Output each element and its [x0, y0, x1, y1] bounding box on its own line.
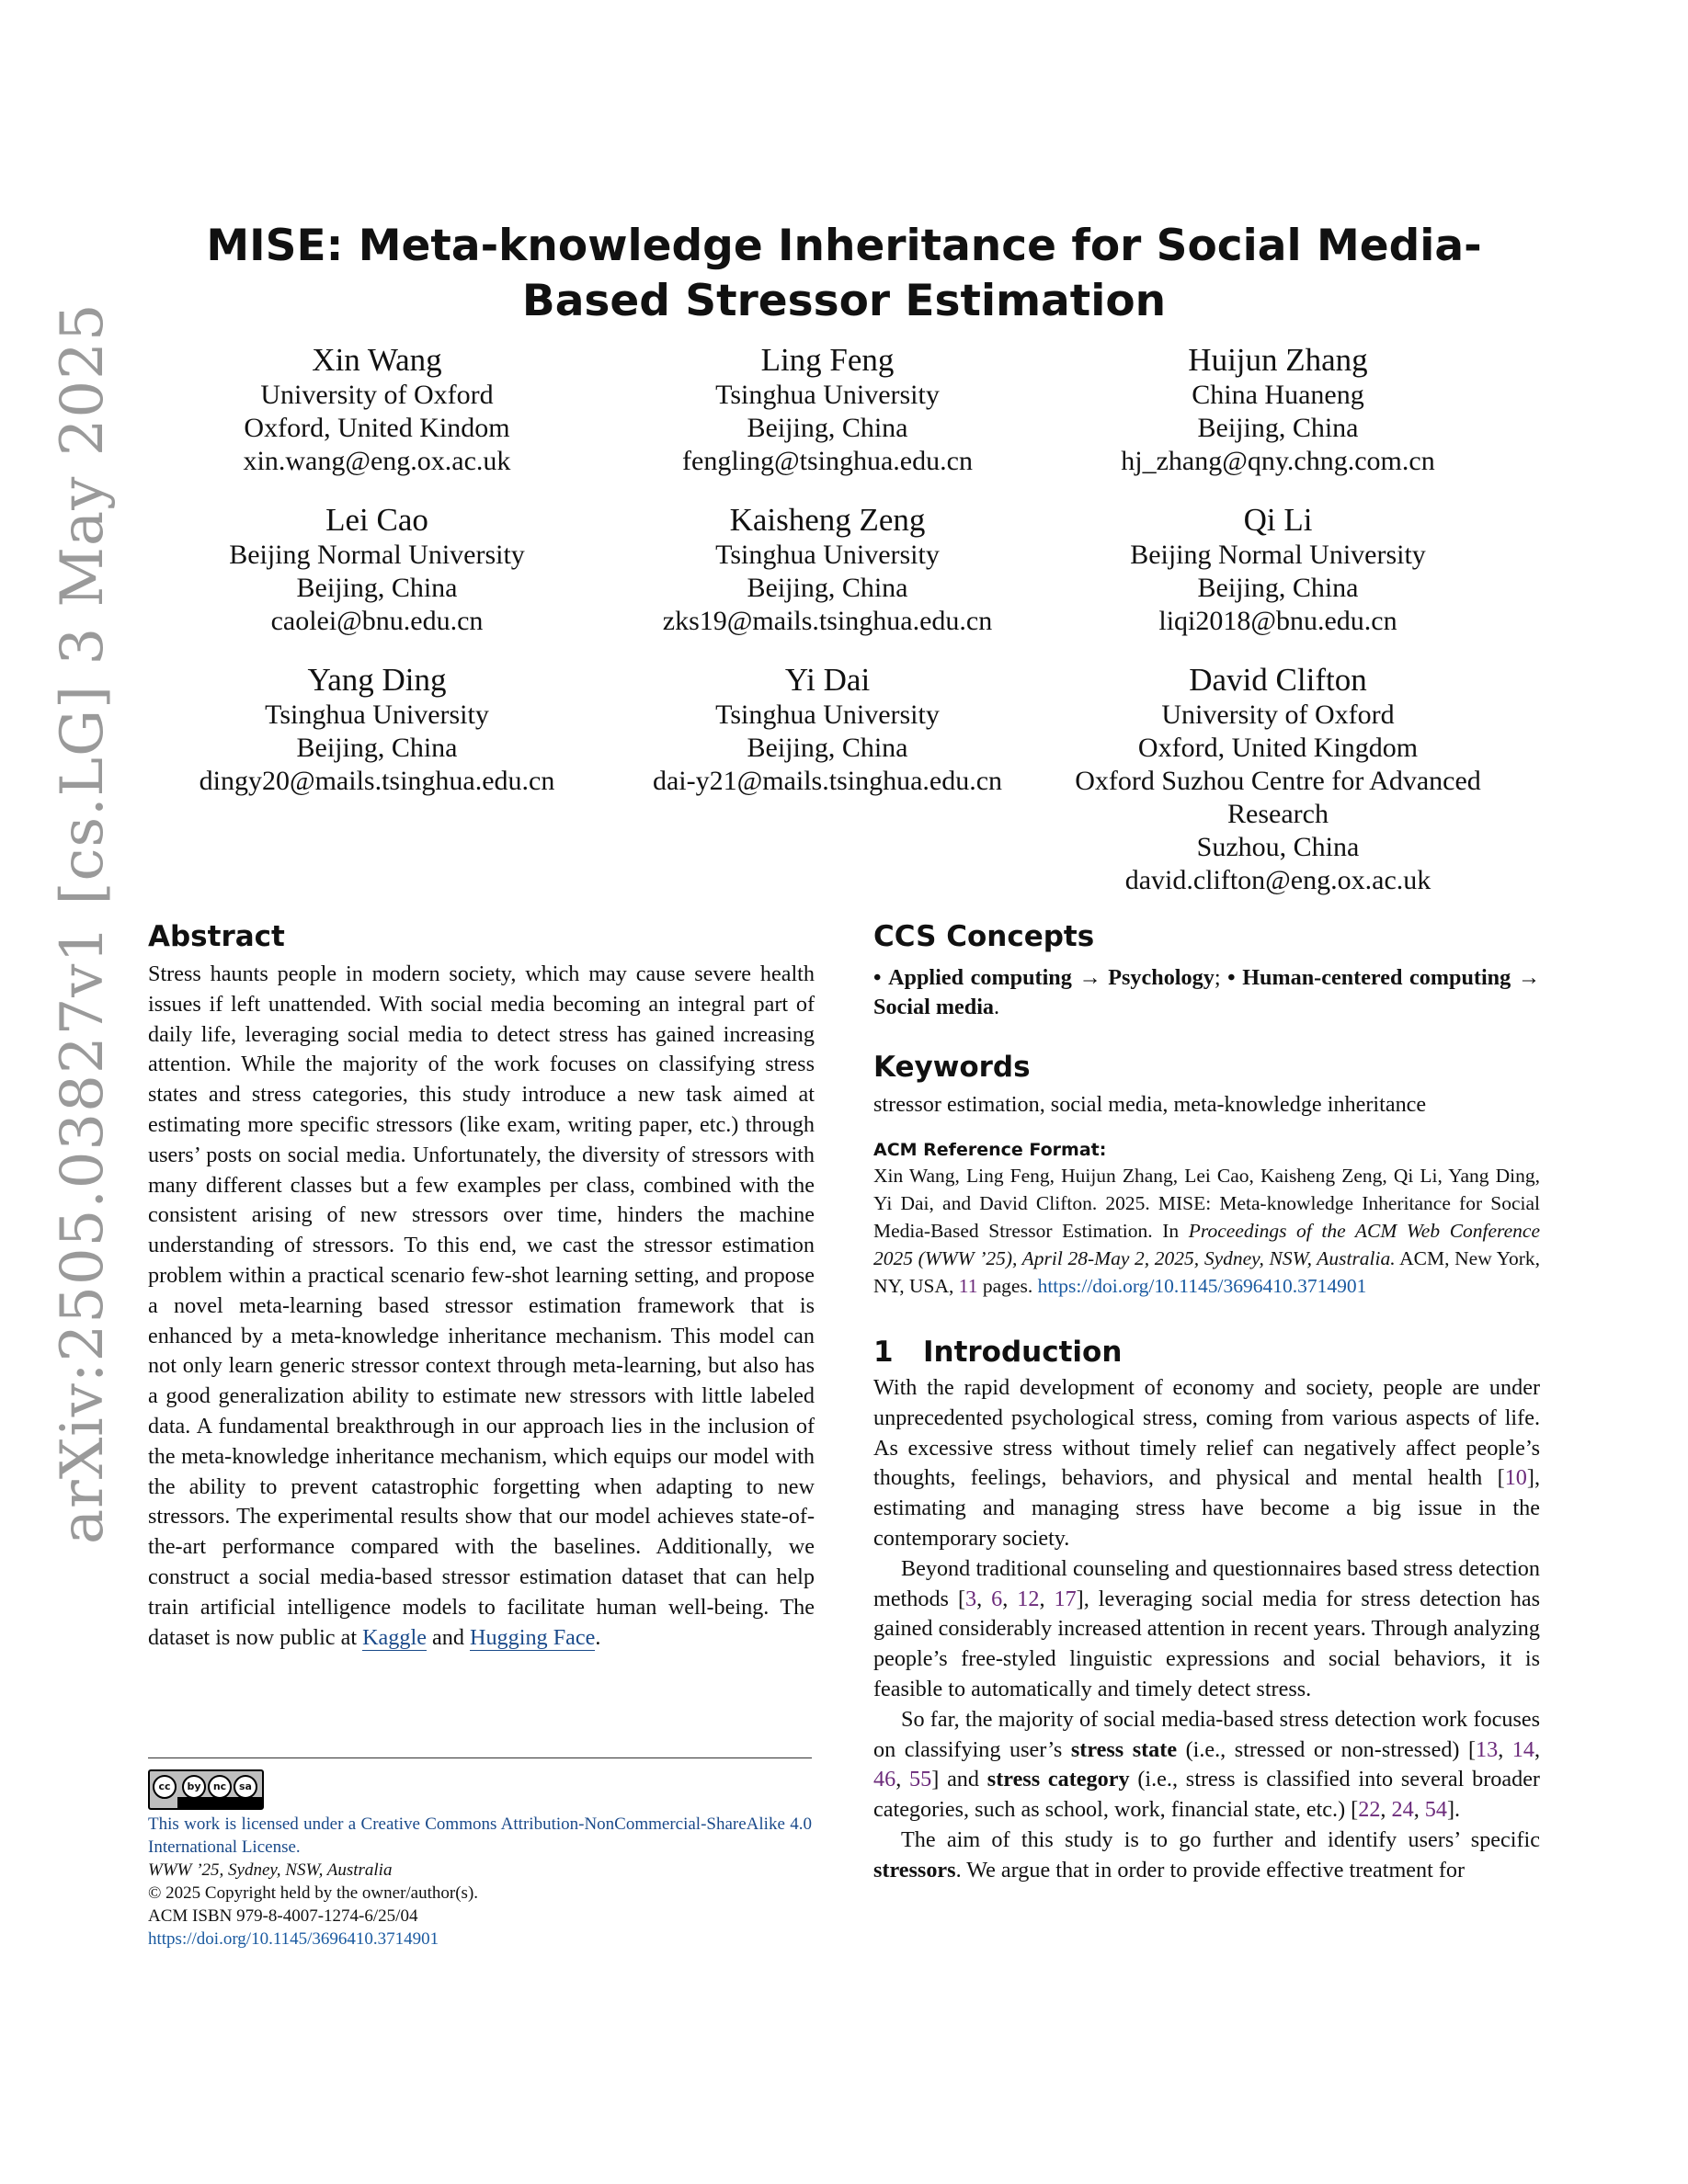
author-name: Yi Dai [784, 662, 871, 698]
author-card [598, 502, 1057, 638]
footnote-divider [148, 1757, 812, 1758]
license-notice-link[interactable]: This work is licensed under a Creative Commons Attribution-NonCommercial-ShareAlike 4.0 International License. [148, 1814, 812, 1857]
intro-text: ] and [931, 1767, 979, 1792]
abstract-end: . [595, 1624, 601, 1650]
author-email: dingy20@mails.tsinghua.edu.cn [199, 766, 555, 796]
author-name: Kaisheng Zeng [729, 502, 926, 538]
venue-line: WWW ’25, Sydney, NSW, Australia [148, 1860, 393, 1880]
citation-link[interactable]: 3 [965, 1586, 977, 1611]
author-location: Beijing, China [747, 573, 908, 603]
pages-link[interactable]: 11 [958, 1275, 978, 1297]
keywords-text: stressor estimation, social media, meta-knowledge inheritance [873, 1092, 1427, 1117]
citation-link[interactable]: 46 [873, 1767, 896, 1792]
author-affiliation: Tsinghua University [265, 700, 489, 730]
intro-text: The aim of this study is to go further and identify users’ specific [901, 1826, 1540, 1852]
author-card [147, 502, 607, 638]
abstract-heading: Abstract [148, 920, 285, 953]
author-affiliation: China Huaneng [1192, 380, 1364, 410]
cc-badge-label-bar [177, 1797, 262, 1808]
ccs-bullet: • [873, 965, 882, 990]
ccs-arrow: → [1078, 965, 1101, 990]
intro-paragraph-1 [873, 1373, 1540, 1554]
author-card [1048, 662, 1508, 897]
ccs-concept: Applied computing [888, 965, 1072, 990]
section-title: Introduction [922, 1336, 1123, 1369]
intro-text: Beyond traditional counseling and questionnaires based stress detection methods [ [873, 1555, 1540, 1611]
isbn-line: ACM ISBN 979-8-4007-1274-6/25/04 [148, 1906, 418, 1926]
section-number: 1 [873, 1336, 894, 1369]
author-email: zks19@mails.tsinghua.edu.cn [662, 606, 993, 636]
intro-paragraph-3: So far, the majority of social media-based stress detection work focuses on classifying user’s stress state (i.e., stressed or non-stressed) [13, 14, 46, 55] and stress category (i.e., stress is classified into several broader categories, such as school, work, financial state, etc.) [22, 24, 54]. [873, 1706, 1541, 1823]
citation-link[interactable]: 13 [1476, 1736, 1499, 1762]
cc-icon: cc [153, 1775, 177, 1799]
acm-reference-pages: pages. [982, 1275, 1033, 1297]
author-card [147, 342, 607, 478]
author-affiliation: University of Oxford [260, 380, 494, 410]
citation-link[interactable]: 54 [1424, 1797, 1447, 1823]
ccs-concept: Human-centered computing [1242, 965, 1511, 990]
ccs-concept: Social media [873, 995, 995, 1019]
ccs-end: . [994, 995, 1000, 1019]
author-card [147, 662, 607, 798]
author-affiliation: Tsinghua University [715, 540, 940, 570]
ccs-arrow: → [1517, 965, 1540, 990]
acm-reference-proceedings: Proceedings of the ACM Web Conference 2025 (WWW ’25), April 28-May 2, 2025, Sydney, NSW, Australia. [873, 1220, 1540, 1269]
acm-reference-doi-link[interactable]: https://doi.org/10.1145/3696410.3714901 [1037, 1275, 1367, 1297]
nc-icon: nc [208, 1775, 232, 1799]
author-location: Beijing, China [1197, 413, 1359, 443]
arxiv-sidebar-stamp: arXiv:2505.03827v1 [cs.LG] 3 May 2025 [49, 302, 117, 1544]
ccs-concepts [873, 963, 1540, 1022]
citation-link[interactable]: 17 [1054, 1586, 1077, 1611]
sa-icon: sa [234, 1775, 257, 1799]
author-location: Beijing, China [1197, 573, 1359, 603]
ccs-separator: ; [1214, 965, 1221, 990]
author-name: Ling Feng [760, 342, 895, 378]
emphasis-term: stress category [987, 1767, 1130, 1792]
author-email: dai-y21@mails.tsinghua.edu.cn [652, 766, 1003, 796]
abstract-body: Stress haunts people in modern society, which may cause severe health issues if left unattended. With social media becoming an integral part of daily life, leveraging social media to detect stress has gained increasing attention. While the majority of the work focuses on classifying stress states and stress categories, this study introduce a new task aimed at estimating more specific stressors (like exam, writing paper, etc.) through users’ posts on social media. Unfortunately, the diversity of stressors with many different classes but a few examples per class, combined with the consistent arising of new stressors over time, hinders the machine understanding of stressors. To this end, we cast the stressor estimation problem within a practical scenario few-shot learning setting, and propose a novel meta-learning based stressor estimation framework that is enhanced by a meta-knowledge inheritance mechanism. This model can not only learn generic stressor context through meta-learning, but also has a good generalization ability to estimate new stressors with little labeled data. A fundamental breakthrough in our approach lies in the inclusion of the meta-knowledge inheritance mechanism, which equips our model with the ability to prevent catastrophic forgetting when adapting to new stressors. The experimental results show that our model achieves state-of-the-art performance compared with the baselines. Additionally, we construct a social media-based stressor estimation dataset that can help train artificial intelligence models to facilitate human well-being. The dataset is now public at [148, 961, 815, 1650]
acm-reference-heading: ACM Reference Format: [873, 1140, 1107, 1160]
citation-link[interactable]: 6 [991, 1586, 1003, 1611]
hugging-face-link[interactable]: Hugging Face [469, 1624, 596, 1650]
author-location: Beijing, China [747, 413, 908, 443]
intro-paragraph-4 [873, 1826, 1540, 1886]
intro-text: (i.e., stress is classified into several broader categories, such as school, work, financial state, etc.) [ [873, 1767, 1540, 1823]
left-column [148, 919, 815, 1653]
acm-reference-text [873, 1162, 1540, 1300]
keywords-heading: Keywords [873, 1051, 1031, 1084]
abstract-text [148, 960, 815, 1653]
emphasis-term: stressors [873, 1857, 956, 1883]
author-email: caolei@bnu.edu.cn [270, 606, 484, 636]
author-name: Lei Cao [325, 502, 428, 538]
copyright-line: © 2025 Copyright held by the owner/author(s). [148, 1883, 479, 1903]
author-name: Yang Ding [307, 662, 447, 698]
author-email: hj_zhang@qny.chng.com.cn [1121, 446, 1435, 476]
author-location: Beijing, China [296, 573, 458, 603]
emphasis-term: stress state [1070, 1736, 1178, 1762]
right-column [873, 919, 1540, 1886]
creative-commons-badge-icon[interactable] [148, 1769, 264, 1810]
citation-link[interactable]: 14 [1511, 1736, 1534, 1762]
author-card [598, 342, 1057, 478]
author-affiliation: Tsinghua University [715, 380, 940, 410]
acm-reference-publisher: ACM, New York, NY, USA, [873, 1247, 1540, 1297]
author-email: xin.wang@eng.ox.ac.uk [243, 446, 511, 476]
by-icon: by [182, 1775, 206, 1799]
author-affiliation: Beijing Normal University [1130, 540, 1426, 570]
intro-paragraph-2: Beyond traditional counseling and questionnaires based stress detection methods [3, 6, 12, 17], leveraging social media for stress detection has gained considerably increased attention in recent years. Through analyzing people’s free-styled linguistic expressions and social behaviors, it is feasible to automatically and timely detect stress. [873, 1555, 1541, 1701]
author-location: Beijing, China [747, 733, 908, 763]
intro-text: So far, the majority of social media-based stress detection work focuses on classifying user’s [873, 1706, 1540, 1762]
introduction-body [873, 1373, 1540, 1886]
author-name: Qi Li [1243, 502, 1313, 538]
ccs-heading: CCS Concepts [873, 920, 1095, 953]
author-name: Huijun Zhang [1188, 342, 1368, 378]
acm-reference-authors: Xin Wang, Ling Feng, Huijun Zhang, Lei Cao, Kaisheng Zeng, Qi Li, Yang Ding, Yi Dai, and David Clifton. 2025. MISE: Meta-knowledge Inheritance for Social Media-Based Stressor Estimation. In [873, 1165, 1540, 1242]
author-card [598, 662, 1057, 798]
kaggle-link[interactable]: Kaggle [362, 1624, 427, 1650]
author-location: Beijing, China [296, 733, 458, 763]
ccs-bullet: • [1227, 965, 1236, 990]
author-location: Oxford, United Kindom [244, 413, 510, 443]
abstract-conjunction: and [432, 1624, 464, 1650]
intro-text: ], estimating and managing stress have become a big issue in the contemporary society. [873, 1465, 1540, 1551]
citation-link[interactable]: 24 [1391, 1797, 1414, 1823]
author-location: Oxford, United Kingdom [1137, 733, 1419, 763]
paper-title: MISE: Meta-knowledge Inheritance for Social Media-Based Stressor Estimation [206, 221, 1482, 326]
intro-text: (i.e., stressed or non-stressed) [ [1185, 1736, 1477, 1762]
citation-link[interactable]: 12 [1017, 1586, 1040, 1611]
intro-text: ]. [1446, 1797, 1461, 1823]
citation-link[interactable]: 10 [1504, 1465, 1527, 1491]
author-location-secondary: Suzhou, China [1196, 832, 1360, 862]
author-affiliation: Tsinghua University [715, 700, 940, 730]
author-card [1048, 502, 1508, 638]
author-name: David Clifton [1189, 662, 1367, 698]
author-card [1048, 342, 1508, 478]
author-affiliation-secondary: Oxford Suzhou Centre for Advanced Research [1075, 766, 1481, 829]
citation-link[interactable]: 55 [909, 1767, 932, 1792]
intro-text: . We argue that in order to provide effective treatment for [955, 1857, 1466, 1883]
footnote-doi-link[interactable]: https://doi.org/10.1145/3696410.3714901 [148, 1929, 439, 1949]
author-affiliation: University of Oxford [1161, 700, 1395, 730]
author-name: Xin Wang [312, 342, 442, 378]
author-email: fengling@tsinghua.edu.cn [682, 446, 973, 476]
intro-text: With the rapid development of economy and society, people are under unprecedented psychological stress, coming from various aspects of life. As excessive stress without timely relief can negatively affect people’s thoughts, feelings, behaviors, and physical and mental health [ [873, 1375, 1540, 1491]
intro-text: ], leveraging social media for stress detection has gained considerably increased attention in recent years. Through analyzing people’s free-styled linguistic expressions and social behaviors, it is feasible to automatically and timely detect stress. [873, 1586, 1541, 1701]
author-email: liqi2018@bnu.edu.cn [1158, 606, 1397, 636]
author-affiliation: Beijing Normal University [229, 540, 525, 570]
license-footnote [148, 1813, 812, 1951]
ccs-concept: Psychology [1108, 965, 1215, 990]
author-email: david.clifton@eng.ox.ac.uk [1124, 865, 1431, 895]
introduction-heading [873, 1335, 1540, 1370]
citation-link[interactable]: 22 [1358, 1797, 1381, 1823]
